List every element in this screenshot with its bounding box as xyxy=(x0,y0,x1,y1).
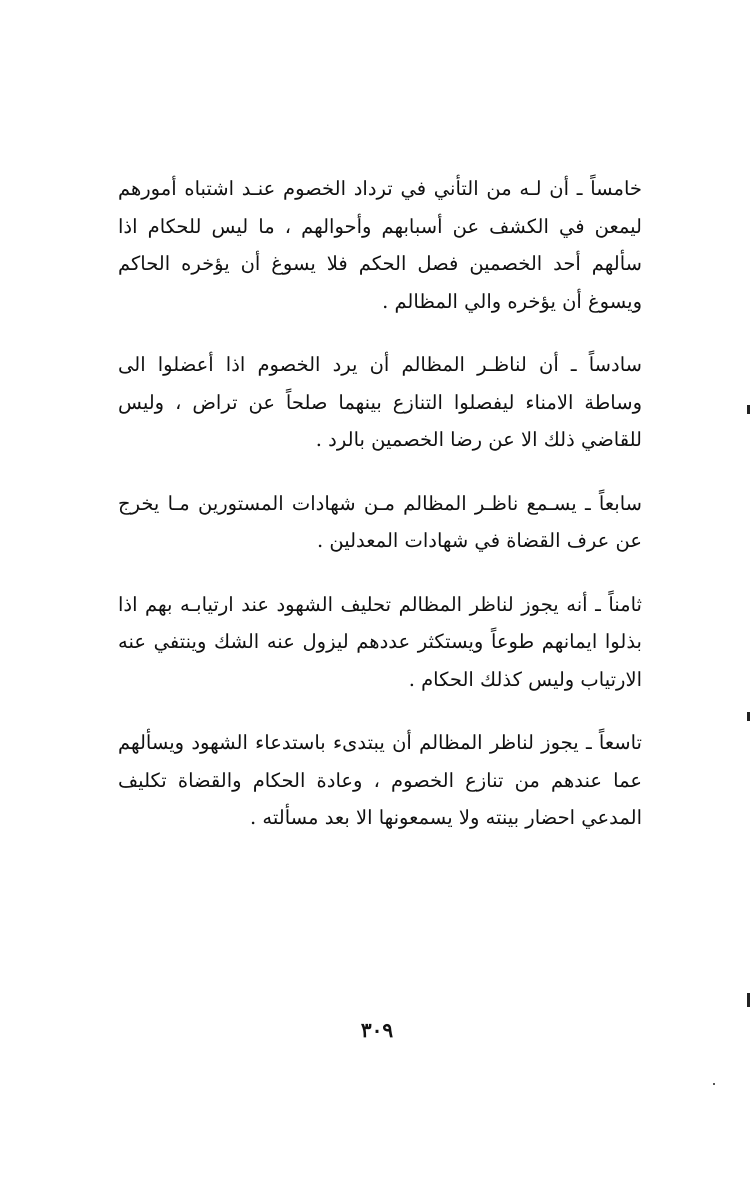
paragraph-eighth: ثامناً ـ أنه يجوز لناظر المظالم تحليف الشهود عند ارتيابـه بهم اذا بذلوا ايمانهم طوعاً ويستكثر عددهم ليزول عنه الشك وينتفي عنه الارتياب وليس كذلك الحكام . xyxy=(118,592,642,691)
paragraph-ninth: تاسعاً ـ يجوز لناظر المظالم أن يبتدىء باستدعاء الشهود ويسألهم عما عندهم من تنازع الخصوم ، وعادة الحكام والقضاة تكليف المدعي احضار بينته ولا يسمعونها الا بعد مسألته . xyxy=(118,731,642,829)
paragraph-sixth: سادساً ـ أن لناظـر المظالم أن يرد الخصوم اذا أعضلوا الى وساطة الامناء ليفصلوا التنازع بينهما صلحاً عن تراض ، وليس للقاضي ذلك الا عن رضا الخصمين بالرد . xyxy=(118,353,642,451)
scan-speck xyxy=(713,1083,715,1085)
page-body xyxy=(118,170,642,863)
page-number: ٣٠٩ xyxy=(360,1018,394,1042)
paragraph-seventh: سابعاً ـ يسـمع ناظـر المظالم مـن شهادات المستورين مـا يخرج عن عرف القضاة في شهادات المعدلين . xyxy=(118,491,642,552)
paragraph-fifth: خامساً ـ أن لـه من التأني في ترداد الخصوم عنـد اشتباه أمورهم ليمعن في الكشف عن أسبابهم وأحوالهم ، ما ليس للحكام اذا سألهم أحد الخصمين فصل الحكم فلا يسوغ أن يؤخره الحاكم ويسوغ أن يؤخره والي المظالم . xyxy=(118,177,642,313)
